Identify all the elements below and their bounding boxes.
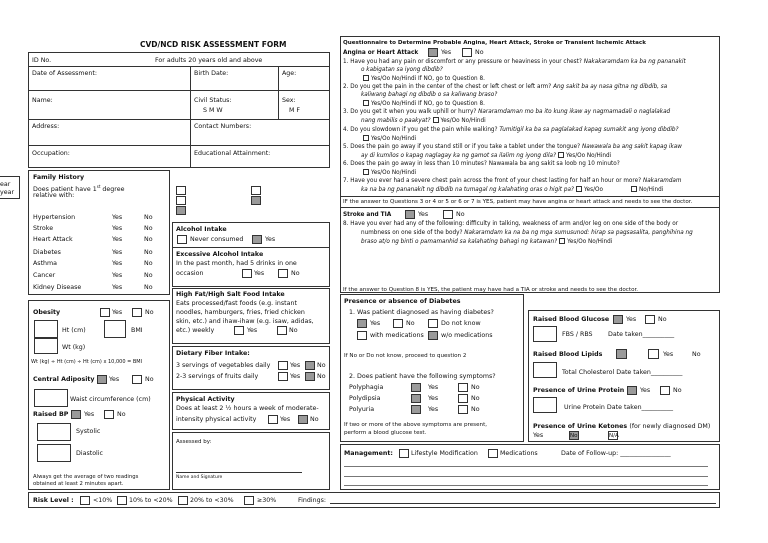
question-5-answer[interactable]: ay di kumilos o kapag naglagay ka ng gamot sa ilalim ng iyong dila? Yes/Oo No/Hindi [361,153,612,159]
question-6-answer[interactable]: Yes/Oo No/Hindi [361,169,416,177]
risk-option-label: <10% [93,497,113,504]
diabetes-yes-label: Yes [370,320,381,327]
follow-up-date[interactable]: Date of Follow-up: ________________ [561,450,671,457]
family-item-yes[interactable]: Yes [112,272,123,279]
question-1-answer[interactable]: Yes/Oo No/Hindi If NO, go to Question 8. [361,75,485,83]
family-yes-checkbox[interactable] [176,206,186,215]
sex-field[interactable]: Sex: [282,97,296,104]
symptom-no-label: No [471,406,480,413]
fiber-yes-label: Yes [290,373,301,380]
family-item-yes[interactable]: Yes [112,284,123,291]
family-item-no[interactable]: No [144,249,153,256]
adiposity-no-checkbox[interactable] [132,375,142,384]
stroke-title: Stroke and TIA [343,212,392,218]
symptom-no-checkbox[interactable] [458,405,468,414]
diabetes-question-1: 1. Was patient diagnosed as having diabetes? [349,309,494,316]
bmi-input[interactable] [104,320,126,338]
fiber-fruit-yes-checkbox[interactable] [278,372,288,381]
urine-protein-no-label: No [673,387,682,394]
cholesterol-input[interactable] [533,362,557,378]
management-line[interactable] [344,476,708,477]
total-cholesterol-label[interactable]: Total Cholesterol Date taken__________ [562,369,683,376]
urine-protein-yes-label: Yes [640,387,651,394]
fiber-no-label: No [317,362,326,369]
raised-lipids-title: Raised Blood Lipids [533,351,603,358]
edge-text-2: year [0,189,15,196]
with-medications-label: with medications [370,332,424,339]
angina-title: Angina or Heart Attack [343,50,419,56]
glucose-no-label: No [658,316,667,323]
alcohol-yes-checkbox[interactable] [252,235,262,244]
urine-protein-date[interactable]: Urine Protein Date taken__________ [564,404,674,411]
weight-input[interactable] [34,338,58,354]
obesity-title: Obesity [33,309,61,316]
symptom-yes-checkbox[interactable] [411,383,421,392]
salt-text: skin, etc.) and ihaw-ihaw (e.g. isaw, adidas, [176,318,314,325]
question-4-answer[interactable]: Yes/Oo No/Hindi [361,135,416,143]
management-line[interactable] [344,485,708,486]
fiber-veg-yes-checkbox[interactable] [278,361,288,370]
fbs-date-taken[interactable]: Date taken__________ [608,331,675,338]
family-no-checkbox[interactable] [251,186,261,195]
urine-ketones-title: Presence of Urine Ketones (for newly diagnosed DM) [533,423,711,430]
excessive-yes-label: Yes [254,270,265,277]
risk-level-label: Risk Level : [33,497,74,504]
symptom-yes-label: Yes [428,406,439,413]
family-item-no[interactable]: No [144,260,153,267]
glucose-no-checkbox[interactable] [645,315,655,324]
family-item-label: Asthma [33,260,58,267]
urine-protein-input[interactable] [533,397,557,413]
family-item-yes[interactable]: Yes [112,236,123,243]
question-3: 3. Do you get it when you walk uphill or hurry? Nararamdaman mo ba ito kung ikaw ay nagmamadali o naglalakad [343,109,671,115]
family-item-yes[interactable]: Yes [112,260,123,267]
lipids-yes-checkbox[interactable] [616,349,627,359]
never-consumed-label: Never consumed [190,236,244,243]
raised-bp-title: Raised BP [33,411,69,418]
family-item-no[interactable]: No [144,272,153,279]
raised-glucose-title: Raised Blood Glucose [533,316,610,323]
activity-text: Does at least 2 ½ hours a week of moderate- [176,405,319,412]
family-item-label: Diabetes [33,249,61,256]
fbs-label: FBS / RBS [562,331,593,338]
family-item-no[interactable]: No [144,225,153,232]
symptom-yes-checkbox[interactable] [411,405,421,414]
salt-no-checkbox[interactable] [277,326,287,335]
form-title: CVD/NCD RISK ASSESSMENT FORM [140,40,287,49]
ketones-yes-label: Yes [533,432,544,439]
systolic-input[interactable] [37,423,71,441]
family-item-label: Heart Attack [33,236,73,243]
diabetes-title: Presence or absence of Diabetes [344,298,461,305]
question-8-line-2: numbness on one side of the body? Nakaramdam ka na ba ng mga sumusunod: hirap sa pagsasalita, panghihina ng [361,230,693,236]
family-item-yes[interactable]: Yes [112,249,123,256]
family-item-no[interactable]: No [144,284,153,291]
excessive-alcohol-text: In the past month, had 5 drinks in one [176,260,297,267]
question-5: 5. Does the pain go away if you stand still or if you take a tablet under the tongue? Nawawala ba ang sakit kapag ikaw [343,144,682,150]
signature-label[interactable]: Name and Signature [176,475,223,480]
salt-yes-label: Yes [247,327,258,334]
bp-note-2: obtained at least 2 minutes apart. [33,481,124,487]
question-1: 1. Have you had any pain or discomfort or any pressure or heaviness in your chest? Nakakaramdam ka ba ng pananakit [343,59,686,65]
without-medications-label: w/o medications [441,332,493,339]
adiposity-no-label: No [145,376,154,383]
with-medications-checkbox[interactable] [357,331,367,340]
salt-text: etc.) weekly [176,327,215,334]
salt-text: noodles, hamburgers, fries, fried chicken [176,309,305,316]
edge-box [0,176,20,199]
obesity-yes-label: Yes [112,309,123,316]
excessive-yes-checkbox[interactable] [242,269,252,278]
question-6: 6. Does the pain go away in less than 10 minutes? Nawawala ba ang sakit sa loob ng 10 minuto? [343,161,620,167]
family-no-checkbox[interactable] [251,196,261,205]
activity-yes-label: Yes [280,416,291,423]
question-4: 4. Do you slowdown if you get the pain while walking? Tumitigil ka ba sa paglalakad kapag sumakit ang iyong dibdib? [343,127,679,133]
bp-no-checkbox[interactable] [104,410,114,419]
name-field[interactable]: Name: [32,97,53,104]
diabetes-no-checkbox[interactable] [393,319,403,328]
activity-no-checkbox[interactable] [298,415,308,424]
waist-label: Waist circumference (cm) [70,396,151,403]
systolic-label: Systolic [76,428,101,435]
activity-yes-checkbox[interactable] [268,415,278,424]
stroke-no-checkbox[interactable] [443,210,453,219]
family-history-question-2: relative with: [33,192,75,199]
family-item-label: Stroke [33,225,54,232]
family-history-title: Family History [33,174,85,181]
findings-label: Findings: [298,497,327,504]
salt-text: Eats processed/fast foods (e.g. instant [176,300,297,307]
diabetes-dont-know-checkbox[interactable] [428,319,438,328]
question-3-answer[interactable]: nang mabilis o paakyat? Yes/Oo No/Hindi [361,118,486,124]
question-2-translation: kaliwang bahagi ng dibdib o sa kaliwang braso? [361,92,498,98]
question-8-answer[interactable]: braso at/o ng binti o pamamanhid sa kalahating bahagi ng katawan? Yes/Oo No/Hindi [361,239,613,245]
without-medications-checkbox[interactable] [428,331,438,340]
excessive-alcohol-title: Excessive Alcohol Intake [176,251,264,258]
bp-yes-checkbox[interactable] [71,410,81,419]
risk-option-label: ≥30% [257,497,277,504]
lipids-yes-box[interactable] [648,349,659,359]
diastolic-label: Diastolic [76,450,104,457]
family-item-label: Kidney Disease [33,284,82,291]
urine-protein-title: Presence of Urine Protein [533,387,625,394]
stroke-yes-checkbox[interactable] [405,210,415,219]
family-item-label: Cancer [33,272,56,279]
family-history-question: Does patient have 1st degree [33,184,125,194]
obesity-yes-checkbox[interactable] [100,308,110,317]
stroke-no-label: No [456,211,465,218]
central-adiposity-title: Central Adiposity [33,376,95,383]
glucose-test-note: If two or more of the above symptoms are present, [344,422,488,428]
stroke-yes-label: Yes [418,211,429,218]
lipids-no-label: No [692,351,701,358]
bmi-label: BMI [131,327,143,334]
fiber-no-label: No [317,373,326,380]
bp-no-label: No [117,411,126,418]
risk-option-label: 20% to <30% [190,497,234,504]
activity-title: Physical Activity [176,396,235,403]
assessed-by-label: Assessed by: [176,439,212,445]
salt-yes-checkbox[interactable] [234,326,244,335]
symptom-yes-checkbox[interactable] [411,394,421,403]
question-7-answer[interactable]: ka na ba ng pananakit ng dibdib na tumagal ng kalahating oras o higit pa? Yes/Oo No/Hindi [361,187,664,193]
adiposity-yes-label: Yes [109,376,120,383]
salt-no-label: No [289,327,298,334]
height-label: Ht (cm) [62,327,86,334]
bp-note: Always get the average of two readings [33,474,139,480]
diabetes-no-label: No [406,320,415,327]
risk-option-checkbox[interactable] [80,496,90,505]
findings-line[interactable] [330,503,716,504]
excessive-no-checkbox[interactable] [278,269,288,278]
angina-no-checkbox[interactable] [462,48,472,57]
symptom-yes-label: Yes [428,384,439,391]
fiber-title: Dietary Fiber Intake: [176,350,250,357]
weight-label: Wt (kg) [62,344,86,351]
activity-no-label: No [310,416,319,423]
never-consumed-checkbox[interactable] [177,235,187,244]
educational-attainment-field[interactable]: Educational Attainment: [194,150,271,157]
obesity-no-label: No [145,309,154,316]
waist-input[interactable] [34,389,68,407]
stroke-note: If the answer to Question 8 is YES, the patient may have had a TIA or stroke and needs to see the doctor. [343,287,639,293]
civil-status-field[interactable]: Civil Status: [194,97,232,104]
activity-text-2: intensity physical activity [176,416,257,423]
id-no-label[interactable]: ID No. [32,57,52,64]
diabetes-question-2: 2. Does patient have the following symptoms? [349,373,496,380]
glucose-yes-checkbox[interactable] [613,315,623,324]
question-7: 7. Have you ever had a severe chest pain across the front of your chest lasting for half an hour or more? Nakaramdam [343,178,682,184]
medications-checkbox[interactable] [488,449,498,458]
family-yes-checkbox[interactable] [176,196,186,205]
risk-option-label: 10% to <20% [129,497,173,504]
occupation-field[interactable]: Occupation: [32,150,70,157]
family-item-no[interactable]: No [144,236,153,243]
fiber-yes-label: Yes [290,362,301,369]
obesity-no-checkbox[interactable] [132,308,142,317]
family-item-no[interactable]: No [144,214,153,221]
risk-option-checkbox[interactable] [178,496,188,505]
fiber-vegetables: 3 servings of vegetables daily [176,362,271,369]
management-label: Management: [344,450,393,457]
ketones-no-label: No [570,433,578,439]
adults-note: For adults 20 years old and above [155,57,263,64]
fiber-veg-no-checkbox[interactable] [305,361,315,370]
urine-protein-no-checkbox[interactable] [660,386,670,395]
age-field[interactable]: Age: [282,70,297,77]
fbs-input[interactable] [533,326,557,342]
lifestyle-checkbox[interactable] [399,449,409,458]
edge-text-1: ear [0,181,11,188]
ketones-na-label: N/A [609,433,619,439]
birth-date-field[interactable]: Birth Date: [194,70,229,77]
lipids-yes-label: Yes [663,351,674,358]
adiposity-yes-checkbox[interactable] [97,375,107,384]
symptom-no-label: No [471,384,480,391]
excessive-no-label: No [291,270,300,277]
civil-status-options[interactable]: S M W [203,107,223,114]
diabetes-dont-know-label: Do not know [441,320,481,327]
medications-label: Medications [500,450,538,457]
symptom-no-checkbox[interactable] [458,394,468,403]
sex-options[interactable]: M F [289,107,301,114]
symptom-label: Polyphagia [349,384,384,391]
lifestyle-label: Lifestyle Modification [411,450,478,457]
family-item-yes[interactable]: Yes [112,225,123,232]
symptom-no-checkbox[interactable] [458,383,468,392]
family-item-label: Hypertension [33,214,76,221]
question-2-answer[interactable]: Yes/Oo No/Hindi If NO, go to Question 8. [361,100,485,108]
management-line[interactable] [344,466,708,467]
question-2: 2. Do you get the pain in the center of the chest or left chest or left arm? Ang sakit ba ay nasa gitna ng dibdib, sa [343,84,668,90]
symptom-label: Polydipsia [349,395,381,402]
angina-note: IF the answer to Questions 3 or 4 or 5 or 6 or 7 is YES, patient may have angina or heart attack and needs to see the doctor. [343,199,693,205]
urine-protein-yes-checkbox[interactable] [627,386,637,395]
angina-no-label: No [475,49,484,56]
diastolic-input[interactable] [37,444,71,462]
angina-yes-label: Yes [441,49,452,56]
height-input[interactable] [34,320,58,338]
angina-yes-checkbox[interactable] [428,48,438,57]
question-8: 8. Have you ever had any of the following: difficulty in talking, weakness of arm and/or leg on one side of the body or [343,221,679,227]
diabetes-proceed-note: If No or Do not know, proceed to question 2 [344,353,467,359]
fiber-fruits: 2-3 servings of fruits daily [176,373,259,380]
bmi-formula: Wt (kg) ÷ Ht (cm) ÷ Ht (cm) x 10,000 = BMI [31,359,143,365]
symptom-yes-label: Yes [428,395,439,402]
diabetes-yes-checkbox[interactable] [357,319,367,328]
risk-option-checkbox[interactable] [244,496,254,505]
risk-option-checkbox[interactable] [117,496,127,505]
glucose-test-note-2: perform a blood glucose test. [344,430,427,436]
family-yes-checkbox[interactable] [176,186,186,195]
address-field[interactable]: Address: [32,123,60,130]
date-of-assessment-field[interactable]: Date of Assessment: [32,70,98,77]
symptom-label: Polyuria [349,406,375,413]
questionnaire-header: Questionnaire to Determine Probable Angina, Heart Attack, Stroke or Transient Ischemic Attack [343,40,646,46]
salt-title: High Fat/High Salt Food Intake [176,291,285,298]
question-1-translation: o kabigatan sa iyong dibdib? [361,67,443,73]
symptom-no-label: No [471,395,480,402]
glucose-yes-label: Yes [626,316,637,323]
alcohol-title: Alcohol Intake [176,226,227,233]
bp-yes-label: Yes [84,411,95,418]
fiber-fruit-no-checkbox[interactable] [305,372,315,381]
family-item-yes[interactable]: Yes [112,214,123,221]
alcohol-yes-label: Yes [265,236,276,243]
contact-numbers-field[interactable]: Contact Numbers: [194,123,252,130]
excessive-alcohol-text-2: occasion [176,270,204,277]
